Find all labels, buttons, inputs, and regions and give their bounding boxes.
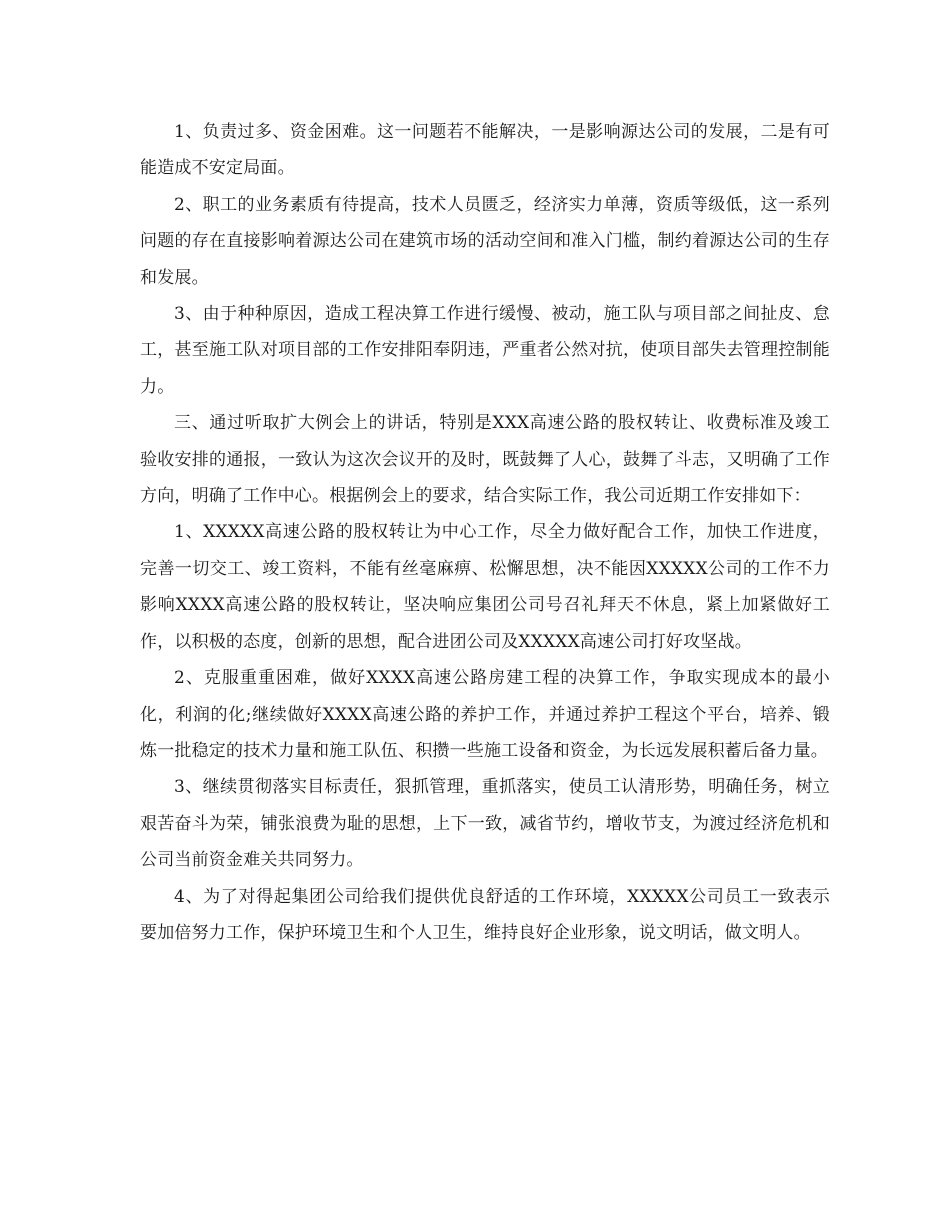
paragraph-plan-2: 2、克服重重困难，做好XXXX高速公路房建工程的决算工作，争取实现成本的最小化，利润的化;继续做好XXXX高速公路的养护工作，并通过养护工程这个平台，培养、锻炼一批稳定的技术力量和施工队伍、积攒一些施工设备和资金，为长远发展积蓄后备力量。	[140, 668, 830, 761]
document-body	[140, 114, 830, 951]
paragraph-plan-4: 4、为了对得起集团公司给我们提供优良舒适的工作环境，XXXXX公司员工一致表示要加倍努力工作，保护环境卫生和个人卫生，维持良好企业形象，说文明话，做文明人。	[140, 886, 830, 943]
paragraph-problem-2: 2、职工的业务素质有待提高，技术人员匮乏，经济实力单薄，资质等级低，这一系列问题的存在直接影响着源达公司在建筑市场的活动空间和准入门槛，制约着源达公司的生存和发展。	[140, 194, 830, 288]
paragraph-section-three: 三、通过听取扩大例会上的讲话，特别是XXX高速公路的股权转让、收费标准及竣工验收安排的通报，一致认为这次会议开的及时，既鼓舞了人心，鼓舞了斗志，又明确了工作方向，明确了工作中心。根据例会上的要求，结合实际工作，我公司近期工作安排如下：	[140, 413, 830, 507]
paragraph-plan-3: 3、继续贯彻落实目标责任，狠抓管理，重抓落实，使员工认清形势，明确任务，树立艰苦奋斗为荣，铺张浪费为耻的思想，上下一致，减省节约，增收节支，为渡过经济危机和公司当前资金难关共同努力。	[140, 777, 830, 871]
paragraph-problem-3: 3、由于种种原因，造成工程决算工作进行缓慢、被动，施工队与项目部之间扯皮、怠工，甚至施工队对项目部的工作安排阳奉阴违，严重者公然对抗，使项目部失去管理控制能力。	[140, 304, 830, 397]
paragraph-problem-1: 1、负责过多、资金困难。这一问题若不能解决，一是影响源达公司的发展，二是有可能造成不安定局面。	[140, 122, 830, 179]
paragraph-plan-1: 1、XXXXX高速公路的股权转让为中心工作，尽全力做好配合工作，加快工作进度，完善一切交工、竣工资料，不能有丝毫麻痹、松懈思想，决不能因XXXXX公司的工作不力影响XXXX高速公路的股权转让，坚决响应集团公司号召礼拜天不休息，紧上加紧做好工作，以积极的态度，创新的思想，配合进团公司及XXXXX高速公司打好攻坚战。	[140, 522, 830, 652]
